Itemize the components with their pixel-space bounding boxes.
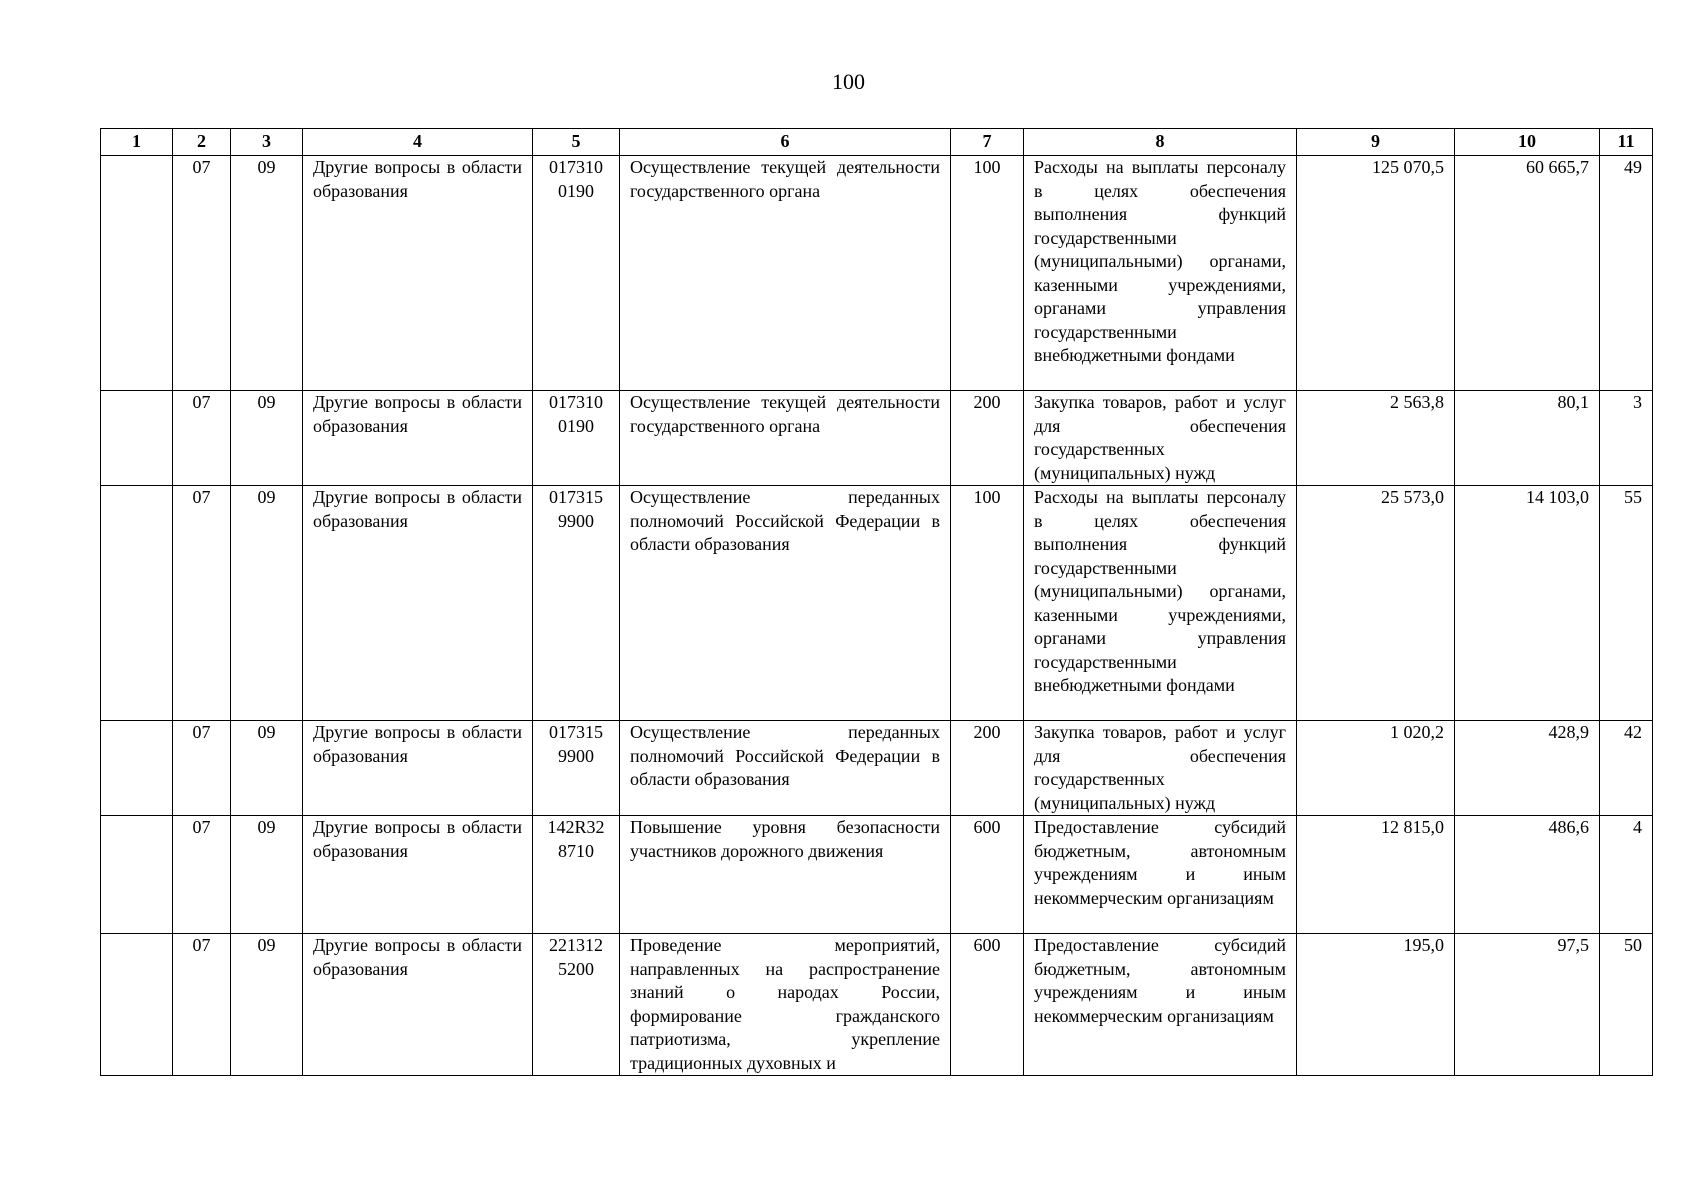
table-row xyxy=(101,721,1653,816)
cell-subsection: 09 xyxy=(231,156,303,391)
cell-amount-plan: 12 815,0 xyxy=(1297,816,1455,934)
column-header: 6 xyxy=(620,129,951,156)
column-header: 10 xyxy=(1455,129,1600,156)
cell-expense-name: Предоставление субсидий бюджетным, автономным учреждениям и иным некоммерческим организациям xyxy=(1024,934,1297,1076)
cell-amount-plan: 2 563,8 xyxy=(1297,391,1455,486)
cell-col1 xyxy=(101,721,173,816)
code-part: 5200 xyxy=(558,958,594,979)
cell-target-name: Проведение мероприятий, направленных на распространение знаний о народах России, формирование гражданского патриотизма, укрепление традиционных духовных и xyxy=(620,934,951,1076)
code-part: 017315 xyxy=(549,722,603,742)
cell-subsection: 09 xyxy=(231,721,303,816)
code-part: 0190 xyxy=(558,180,594,201)
cell-expense-type: 600 xyxy=(951,934,1024,1076)
cell-expense-name: Расходы на выплаты персоналу в целях обеспечения выполнения функций государственными (муниципальными) органами, казенными учреждениями, органами управления государственными внебюджетными фондами xyxy=(1024,156,1297,391)
cell-target-name: Осуществление переданных полномочий Российской Федерации в области образования xyxy=(620,486,951,721)
cell-section-name: Другие вопросы в области образования xyxy=(303,391,533,486)
cell-section-name: Другие вопросы в области образования xyxy=(303,816,533,934)
column-header: 2 xyxy=(173,129,231,156)
cell-percent: 49 xyxy=(1600,156,1653,391)
cell-section-name: Другие вопросы в области образования xyxy=(303,486,533,721)
cell-amount-plan: 1 020,2 xyxy=(1297,721,1455,816)
cell-target-code xyxy=(533,721,620,816)
code-part: 0190 xyxy=(558,415,594,436)
cell-expense-name: Закупка товаров, работ и услуг для обеспечения государственных (муниципальных) нужд xyxy=(1024,721,1297,816)
cell-expense-name: Предоставление субсидий бюджетным, автономным учреждениям и иным некоммерческим организациям xyxy=(1024,816,1297,934)
cell-subsection: 09 xyxy=(231,934,303,1076)
code-part: 017315 xyxy=(549,487,603,507)
cell-section-name: Другие вопросы в области образования xyxy=(303,721,533,816)
cell-target-code xyxy=(533,486,620,721)
cell-percent: 50 xyxy=(1600,934,1653,1076)
cell-section: 07 xyxy=(173,934,231,1076)
cell-expense-name: Расходы на выплаты персоналу в целях обеспечения выполнения функций государственными (муниципальными) органами, казенными учреждениями, органами управления государственными внебюджетными фондами xyxy=(1024,486,1297,721)
cell-percent: 3 xyxy=(1600,391,1653,486)
cell-amount-actual: 80,1 xyxy=(1455,391,1600,486)
cell-target-name: Осуществление переданных полномочий Российской Федерации в области образования xyxy=(620,721,951,816)
cell-amount-actual: 97,5 xyxy=(1455,934,1600,1076)
cell-amount-plan: 125 070,5 xyxy=(1297,156,1455,391)
cell-section: 07 xyxy=(173,391,231,486)
cell-amount-actual: 60 665,7 xyxy=(1455,156,1600,391)
table-row xyxy=(101,934,1653,1076)
cell-section: 07 xyxy=(173,486,231,721)
table-row xyxy=(101,486,1653,721)
cell-target-code xyxy=(533,156,620,391)
cell-col1 xyxy=(101,391,173,486)
column-header: 7 xyxy=(951,129,1024,156)
code-part: 8710 xyxy=(558,840,594,861)
cell-col1 xyxy=(101,156,173,391)
column-header: 8 xyxy=(1024,129,1297,156)
header-row xyxy=(101,129,1653,156)
cell-expense-type: 200 xyxy=(951,391,1024,486)
cell-percent: 4 xyxy=(1600,816,1653,934)
cell-expense-type: 100 xyxy=(951,486,1024,721)
code-part: 9900 xyxy=(558,745,594,766)
cell-subsection: 09 xyxy=(231,391,303,486)
code-part: 017310 xyxy=(549,392,603,412)
cell-subsection: 09 xyxy=(231,816,303,934)
cell-section: 07 xyxy=(173,721,231,816)
cell-amount-plan: 25 573,0 xyxy=(1297,486,1455,721)
code-part: 221312 xyxy=(549,935,603,955)
column-header: 3 xyxy=(231,129,303,156)
column-header: 1 xyxy=(101,129,173,156)
cell-target-code xyxy=(533,391,620,486)
column-header: 9 xyxy=(1297,129,1455,156)
cell-section: 07 xyxy=(173,816,231,934)
column-header: 11 xyxy=(1600,129,1653,156)
cell-amount-actual: 428,9 xyxy=(1455,721,1600,816)
table-row xyxy=(101,816,1653,934)
cell-percent: 42 xyxy=(1600,721,1653,816)
cell-col1 xyxy=(101,486,173,721)
cell-expense-type: 600 xyxy=(951,816,1024,934)
cell-subsection: 09 xyxy=(231,486,303,721)
cell-col1 xyxy=(101,816,173,934)
cell-target-name: Повышение уровня безопасности участников дорожного движения xyxy=(620,816,951,934)
page-number: 100 xyxy=(832,69,865,94)
code-part: 142R32 xyxy=(547,817,605,837)
cell-expense-type: 200 xyxy=(951,721,1024,816)
code-part: 9900 xyxy=(558,510,594,531)
cell-col1 xyxy=(101,934,173,1076)
column-header: 4 xyxy=(303,129,533,156)
cell-target-code xyxy=(533,816,620,934)
cell-section: 07 xyxy=(173,156,231,391)
code-part: 017310 xyxy=(549,157,603,177)
cell-target-name: Осуществление текущей деятельности государственного органа xyxy=(620,156,951,391)
cell-target-name: Осуществление текущей деятельности государственного органа xyxy=(620,391,951,486)
cell-percent: 55 xyxy=(1600,486,1653,721)
cell-amount-actual: 14 103,0 xyxy=(1455,486,1600,721)
cell-section-name: Другие вопросы в области образования xyxy=(303,934,533,1076)
cell-section-name: Другие вопросы в области образования xyxy=(303,156,533,391)
table-row xyxy=(101,156,1653,391)
cell-target-code xyxy=(533,934,620,1076)
budget-table xyxy=(100,128,1653,1076)
cell-amount-plan: 195,0 xyxy=(1297,934,1455,1076)
table-row xyxy=(101,391,1653,486)
column-header: 5 xyxy=(533,129,620,156)
cell-expense-name: Закупка товаров, работ и услуг для обеспечения государственных (муниципальных) нужд xyxy=(1024,391,1297,486)
cell-amount-actual: 486,6 xyxy=(1455,816,1600,934)
cell-expense-type: 100 xyxy=(951,156,1024,391)
